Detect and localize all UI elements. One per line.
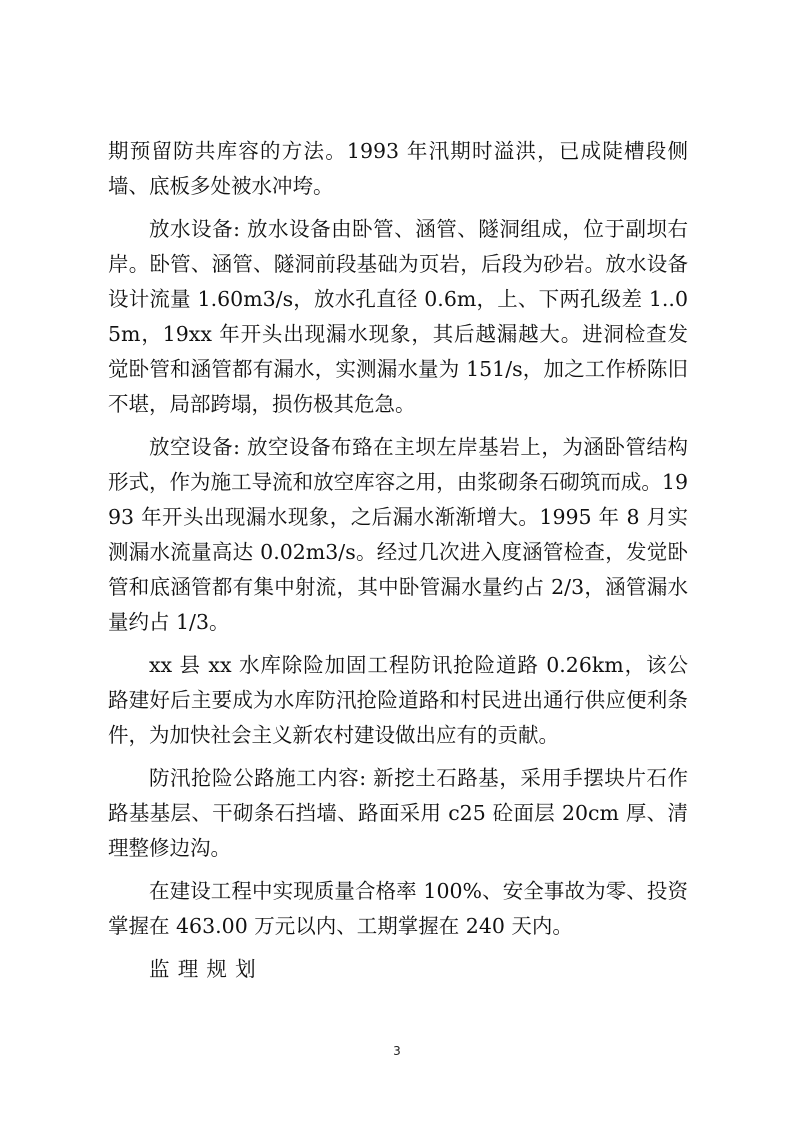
- paragraph-drain-facility: 放空设备: 放空设备布臵在主坝左岸基岩上，为涵卧管结构形式，作为施工导流和放空库容之用，由浆砌条石砌筑而成。1993 年开头出现漏水现象，之后漏水渐渐增大。1995 年 8 月实测漏水流量高达 0.02m3/s。经过几次进入度涵管检查，发觉卧管和底涵管都有集中射流，其中卧管漏水量约占 2/3，涵管漏水量约占 1/3。: [108, 435, 688, 634]
- page-number: 3: [393, 1044, 401, 1058]
- paragraph-road-construction: 防汛抢险公路施工内容: 新挖土石路基，采用手摆块片石作路基基层、干砌条石挡墙、路面采用 c25 砼面层 20cm 厚、清理整修边沟。: [108, 766, 688, 860]
- paragraph-project-targets: 在建设工程中实现质量合格率 100%、安全事故为零、投资掌握在 463.00 万元以内、工期掌握在 240 天内。: [108, 879, 688, 938]
- paragraph-outlet-facility: 放水设备: 放水设备由卧管、涵管、隧洞组成，位于副坝右岸。卧管、涵管、隧洞前段基础为页岩，后段为砂岩。放水设备设计流量 1.60m3/s，放水孔直径 0.6m，上、下两孔级差 1..05m，19xx 年开头出现漏水现象，其后越漏越大。进洞检查发觉卧管和涵管都有漏水，实测漏水量为 151/s，加之工作桥陈旧不堪，局部跨塌，损伤极其危急。: [108, 217, 688, 416]
- section-heading: 监理规划: [149, 957, 264, 981]
- paragraph-spillway-damage: 期预留防共库容的方法。1993 年汛期时溢洪，已成陡槽段侧墙、底板多处被水冲垮。: [108, 139, 688, 198]
- paragraph-flood-road: xx 县 xx 水库除险加固工程防讯抢险道路 0.26km，该公路建好后主要成为水库防汛抢险道路和村民进出通行供应便利条件，为加快社会主义新农村建设做出应有的贡献。: [108, 653, 688, 747]
- document-body: [108, 134, 688, 987]
